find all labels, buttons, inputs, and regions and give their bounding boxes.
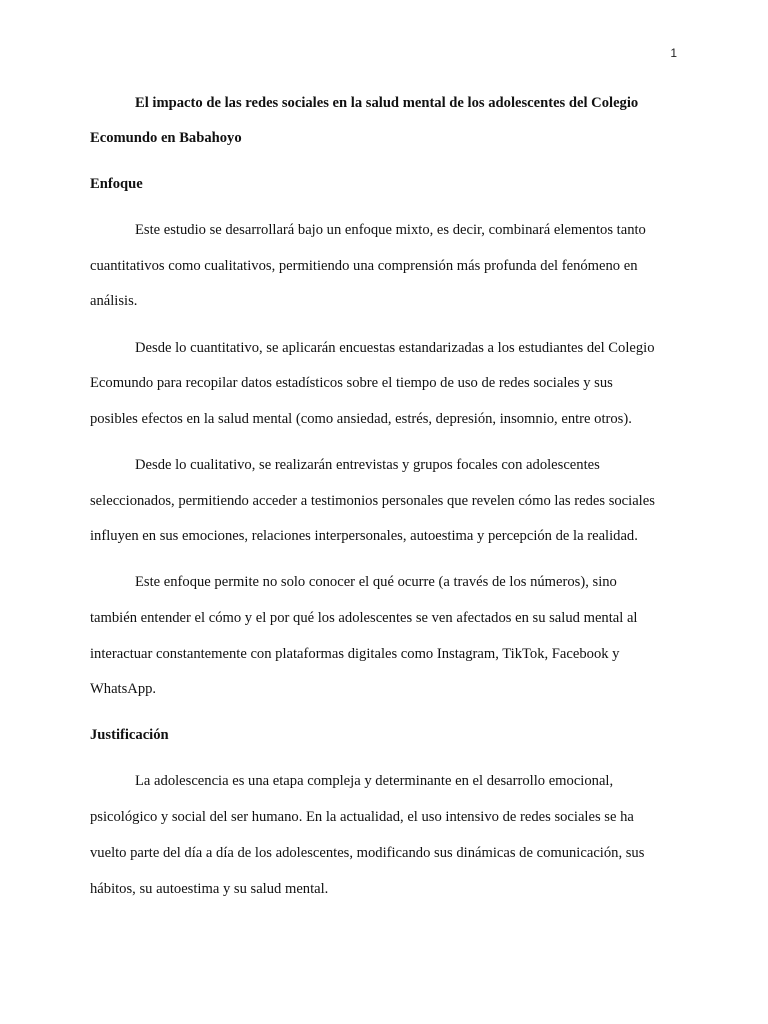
paragraph-line: hábitos, su autoestima y su salud mental. <box>90 881 329 897</box>
paragraph-line: vuelto parte del día a día de los adolescentes, modificando sus dinámicas de comunicación, sus <box>90 845 645 861</box>
paragraph-line: psicológico y social del ser humano. En la actualidad, el uso intensivo de redes sociales se ha <box>90 809 634 825</box>
paragraph-line: análisis. <box>90 293 138 309</box>
paragraph-line: Desde lo cuantitativo, se aplicarán encuestas estandarizadas a los estudiantes del Colegio <box>135 340 655 356</box>
paragraph-line: La adolescencia es una etapa compleja y determinante en el desarrollo emocional, <box>135 773 614 789</box>
paragraph-line: también entender el cómo y el por qué los adolescentes se ven afectados en su salud mental al <box>90 610 638 626</box>
paragraph-line: Desde lo cualitativo, se realizarán entrevistas y grupos focales con adolescentes <box>135 457 600 473</box>
paragraph-line: seleccionados, permitiendo acceder a testimonios personales que revelen cómo las redes sociales <box>90 493 655 509</box>
paragraph-line: cuantitativos como cualitativos, permitiendo una comprensión más profunda del fenómeno en <box>90 258 638 274</box>
paragraph-line: interactuar constantemente con plataformas digitales como Instagram, TikTok, Facebook y <box>90 646 620 662</box>
paragraph-line: WhatsApp. <box>90 681 157 697</box>
paragraph-line: Este estudio se desarrollará bajo un enfoque mixto, es decir, combinará elementos tanto <box>135 222 646 238</box>
heading-enfoque: Enfoque <box>90 176 143 192</box>
paragraph-line: posibles efectos en la salud mental (como ansiedad, estrés, depresión, insomnio, entre otros). <box>90 411 632 427</box>
paragraph-line: influyen en sus emociones, relaciones interpersonales, autoestima y percepción de la realidad. <box>90 528 638 544</box>
page-number: 1 <box>670 46 677 60</box>
paragraph-line: Este enfoque permite no solo conocer el qué ocurre (a través de los números), sino <box>135 574 617 590</box>
document-title-line-1: El impacto de las redes sociales en la salud mental de los adolescentes del Colegio <box>135 95 639 111</box>
paragraph-line: Ecomundo para recopilar datos estadísticos sobre el tiempo de uso de redes sociales y sus <box>90 375 613 391</box>
heading-justificacion: Justificación <box>90 727 169 743</box>
document-title-line-2: Ecomundo en Babahoyo <box>90 130 242 146</box>
